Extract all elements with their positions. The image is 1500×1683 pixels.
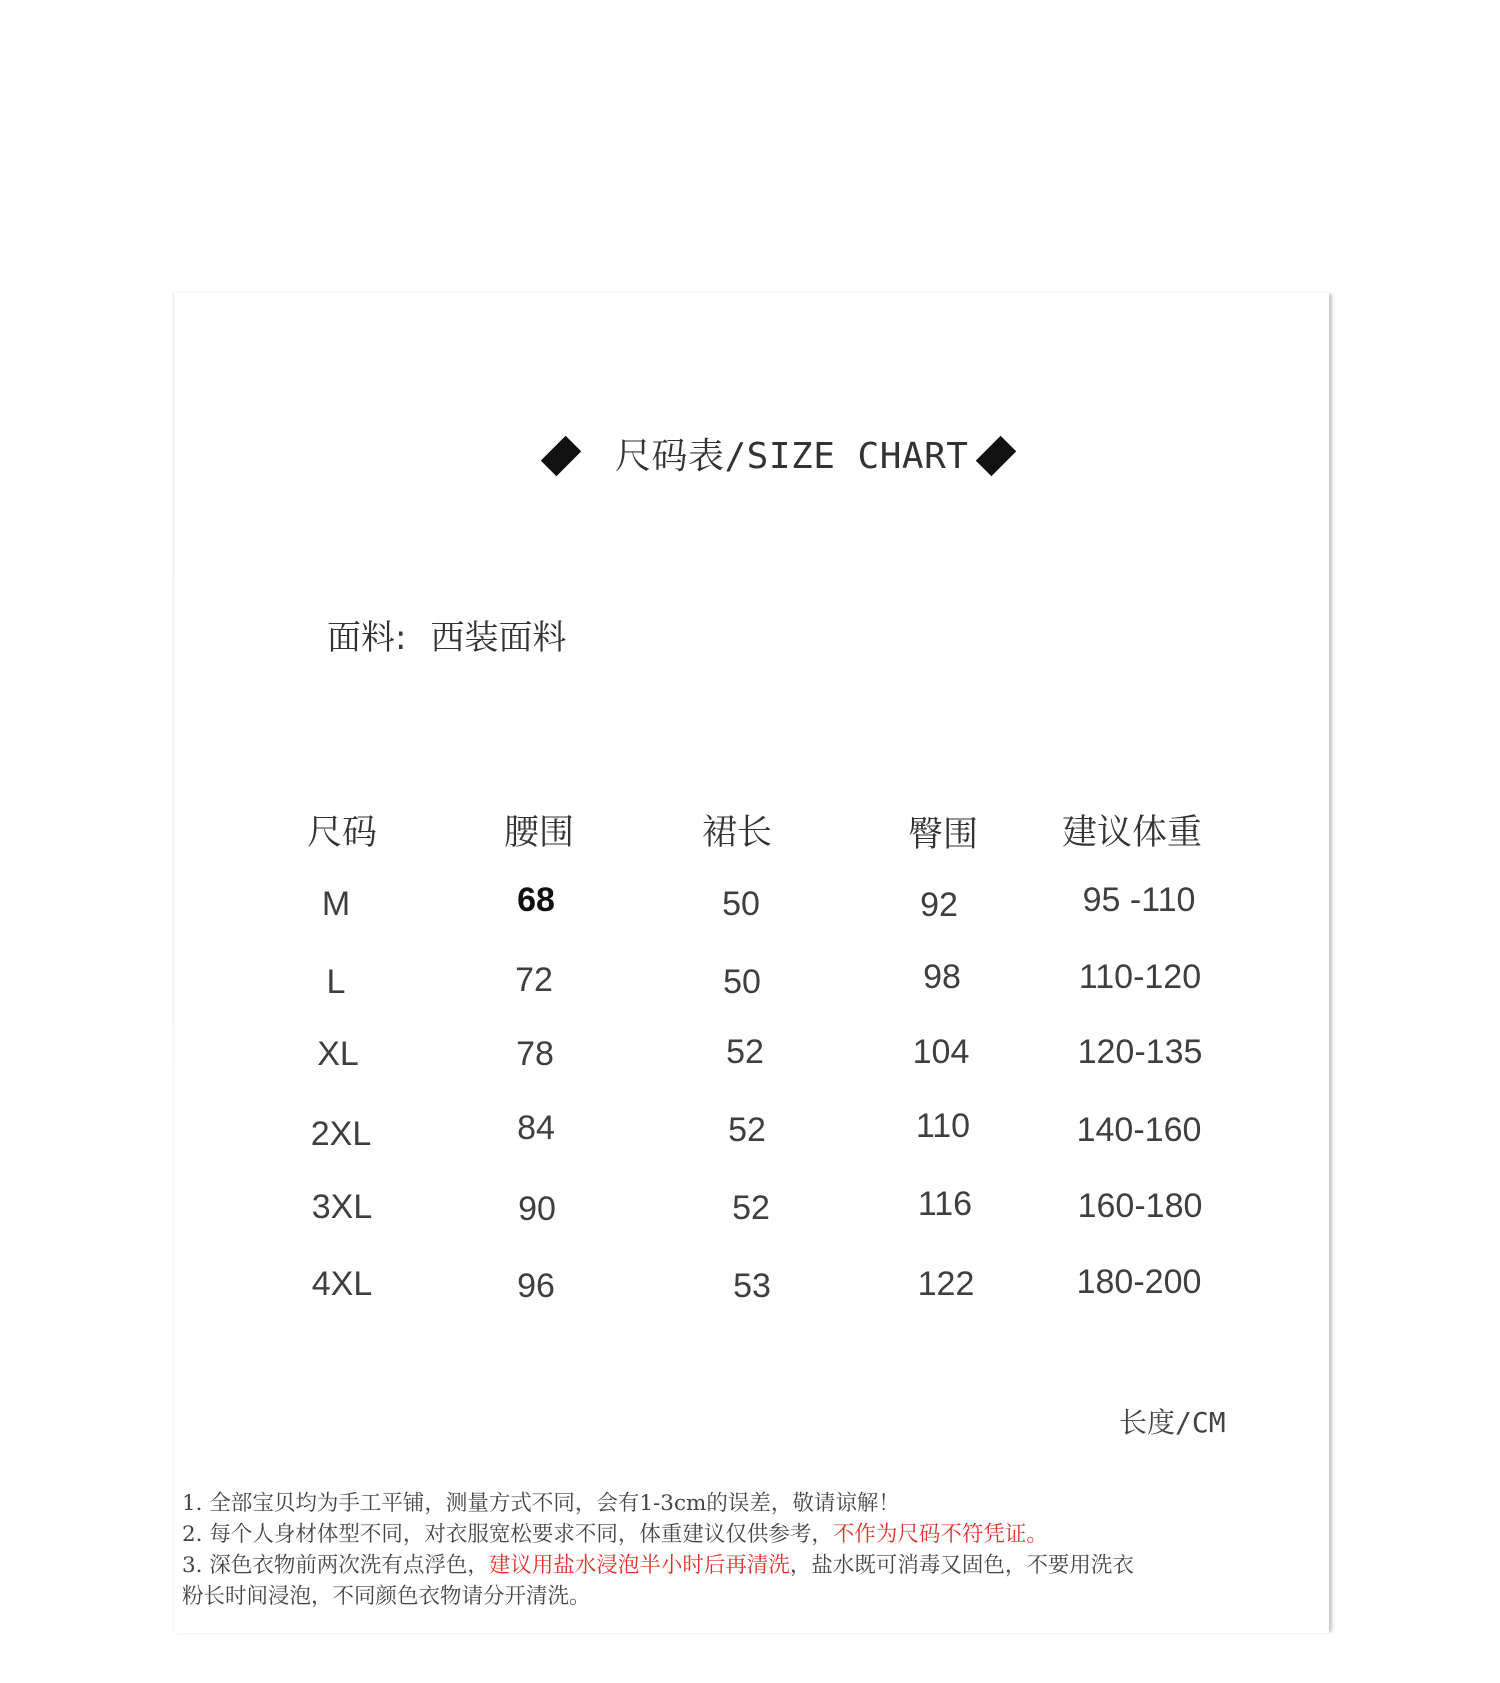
fabric-line (327, 610, 566, 659)
note-line-2 (182, 1519, 1322, 1550)
note-warning-text: 建议用盐水浸泡半小时后再清洗 (488, 1553, 790, 1578)
table-cell-hip: 110 (915, 1107, 971, 1145)
page-title: 尺码表/SIZE CHART (615, 436, 969, 477)
table-cell-weight: 120-135 (1077, 1033, 1203, 1071)
table-cell-size: XL (317, 1035, 359, 1073)
table-cell-weight: 140-160 (1076, 1111, 1202, 1149)
table-cell-hip: 104 (912, 1033, 970, 1071)
fabric-value: 西装面料 (430, 618, 567, 658)
note-text: ，盐水既可消毒又固色，不要用洗衣 (789, 1553, 1134, 1578)
table-cell-size: 3XL (311, 1188, 373, 1226)
table-cell-waist: 68 (517, 881, 555, 919)
diamond-icon (976, 436, 1016, 476)
column-header-hip: 臀围 (907, 815, 979, 855)
table-cell-length: 52 (732, 1189, 770, 1227)
note-text: 3. 深色衣物前两次洗有点浮色， (182, 1553, 489, 1578)
table-cell-hip: 92 (920, 886, 958, 924)
note-warning-text: 不作为尺码不符凭证。 (832, 1522, 1048, 1547)
table-cell-waist: 84 (517, 1109, 555, 1147)
column-header-size: 尺码 (306, 813, 378, 853)
table-cell-size: M (321, 885, 351, 923)
title-row (172, 418, 1329, 498)
table-cell-length: 53 (733, 1267, 771, 1305)
column-header-waist: 腰围 (503, 813, 575, 853)
column-header-weight: 建议体重 (1061, 813, 1203, 853)
table-cell-waist: 96 (517, 1267, 555, 1305)
note-line-1: 1. 全部宝贝均为手工平铺，测量方式不同，会有1-3cm的误差，敬请谅解！ (182, 1491, 900, 1516)
table-cell-waist: 72 (515, 961, 553, 999)
table-cell-length: 52 (728, 1111, 766, 1149)
table-cell-length: 52 (726, 1033, 764, 1071)
table-cell-size: 2XL (310, 1115, 372, 1153)
table-cell-weight: 180-200 (1076, 1263, 1202, 1301)
table-cell-weight: 95 -110 (1082, 881, 1196, 919)
size-chart-sheet (172, 293, 1329, 1633)
care-notes (182, 1488, 1322, 1612)
table-cell-hip: 98 (923, 958, 961, 996)
diamond-icon (541, 436, 581, 476)
table-cell-size: L (326, 963, 346, 1001)
note-line-4: 粉长时间浸泡，不同颜色衣物请分开清洗。 (182, 1584, 591, 1609)
table-cell-size: 4XL (311, 1265, 373, 1303)
table-cell-length: 50 (723, 963, 761, 1001)
table-cell-waist: 78 (516, 1035, 554, 1073)
table-cell-hip: 116 (917, 1185, 973, 1223)
unit-label: 长度/CM (1119, 1406, 1226, 1439)
note-line-3 (182, 1550, 1322, 1581)
table-cell-waist: 90 (518, 1190, 556, 1228)
fabric-label: 面料: (327, 618, 407, 658)
column-header-length: 裙长 (701, 813, 773, 853)
table-cell-weight: 160-180 (1077, 1187, 1203, 1225)
table-cell-weight: 110-120 (1078, 958, 1202, 996)
note-text: 2. 每个人身材体型不同，对衣服宽松要求不同，体重建议仅供参考， (182, 1522, 833, 1547)
table-cell-hip: 122 (917, 1265, 975, 1303)
table-cell-length: 50 (722, 885, 760, 923)
